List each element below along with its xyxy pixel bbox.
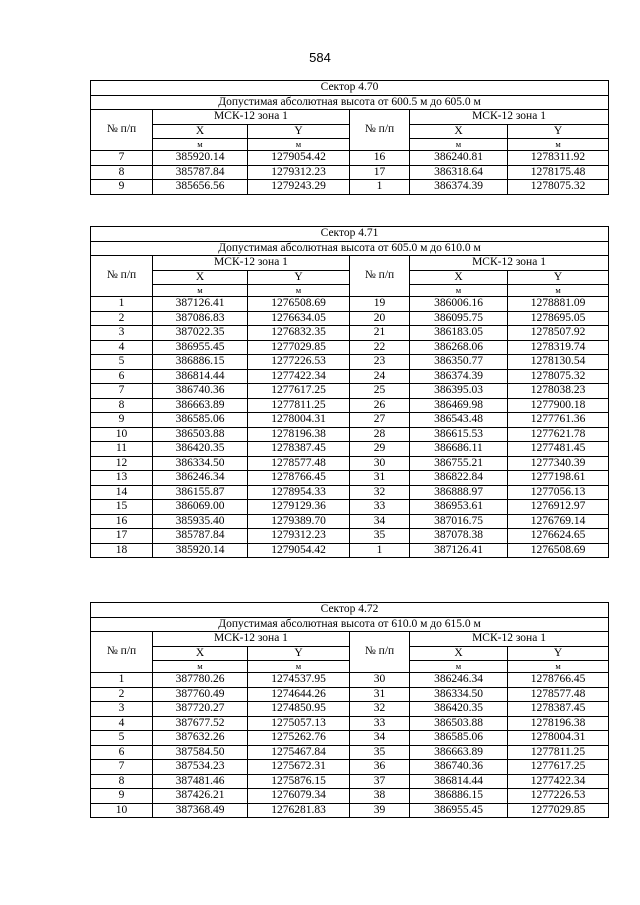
coord-y: 1278130.54 <box>508 355 609 370</box>
coord-x: 387126.41 <box>153 297 248 312</box>
coord-y: 1277226.53 <box>508 789 609 804</box>
coord-x: 385787.84 <box>153 165 248 180</box>
coord-y: 1274850.95 <box>248 702 350 717</box>
point-number: 2 <box>91 687 153 702</box>
col-header-x: X <box>153 270 248 285</box>
coord-y: 1277056.13 <box>508 485 609 500</box>
coord-x: 387368.49 <box>153 803 248 818</box>
point-number: 26 <box>350 398 410 413</box>
point-number: 16 <box>91 514 153 529</box>
sector-table <box>90 226 609 558</box>
coord-x: 387760.49 <box>153 687 248 702</box>
sector-table <box>90 602 609 818</box>
point-number: 9 <box>91 789 153 804</box>
point-number: 5 <box>91 731 153 746</box>
point-number: 19 <box>350 297 410 312</box>
point-number: 1 <box>350 543 410 558</box>
coord-x: 386953.61 <box>410 500 508 515</box>
coord-x: 386069.00 <box>153 500 248 515</box>
table-row <box>91 413 609 428</box>
coord-y: 1277617.25 <box>508 760 609 775</box>
coord-x: 386814.44 <box>153 369 248 384</box>
table-row <box>91 456 609 471</box>
table-row <box>91 529 609 544</box>
coord-x: 386686.11 <box>410 442 508 457</box>
coord-y: 1275467.84 <box>248 745 350 760</box>
point-number: 37 <box>350 774 410 789</box>
coord-y: 1277617.25 <box>248 384 350 399</box>
col-header-np: № п/п <box>350 256 410 297</box>
coord-x: 387426.21 <box>153 789 248 804</box>
coord-y: 1277761.36 <box>508 413 609 428</box>
unit-label: м <box>248 285 350 297</box>
table-row <box>91 326 609 341</box>
point-number: 6 <box>91 745 153 760</box>
coord-y: 1278387.45 <box>508 702 609 717</box>
point-number: 1 <box>91 297 153 312</box>
coord-x: 386955.45 <box>153 340 248 355</box>
unit-label: м <box>153 661 248 673</box>
coord-y: 1278311.92 <box>508 151 609 166</box>
table-row <box>91 789 609 804</box>
col-header-np: № п/п <box>91 110 153 151</box>
col-header-msk: МСК-12 зона 1 <box>410 632 609 647</box>
table-row <box>91 165 609 180</box>
col-header-y: Y <box>248 124 350 139</box>
point-number: 16 <box>350 151 410 166</box>
coord-y: 1278196.38 <box>508 716 609 731</box>
col-header-y: Y <box>508 646 609 661</box>
coord-y: 1279389.70 <box>248 514 350 529</box>
point-number: 10 <box>91 803 153 818</box>
table-row <box>91 731 609 746</box>
point-number: 38 <box>350 789 410 804</box>
coord-x: 386740.36 <box>153 384 248 399</box>
coord-x: 387677.52 <box>153 716 248 731</box>
point-number: 8 <box>91 398 153 413</box>
table-row <box>91 384 609 399</box>
coord-y: 1278954.33 <box>248 485 350 500</box>
coord-y: 1279243.29 <box>248 180 350 195</box>
coord-y: 1279054.42 <box>248 151 350 166</box>
coord-x: 387126.41 <box>410 543 508 558</box>
coord-y: 1277340.39 <box>508 456 609 471</box>
coord-x: 385920.14 <box>153 151 248 166</box>
point-number: 17 <box>350 165 410 180</box>
table-row <box>91 673 609 688</box>
point-number: 33 <box>350 500 410 515</box>
coord-x: 386246.34 <box>153 471 248 486</box>
coord-x: 386663.89 <box>410 745 508 760</box>
point-number: 4 <box>91 340 153 355</box>
coord-y: 1278175.48 <box>508 165 609 180</box>
coord-y: 1278196.38 <box>248 427 350 442</box>
sector-table <box>90 80 609 195</box>
point-number: 8 <box>91 165 153 180</box>
unit-label: м <box>153 285 248 297</box>
col-header-y: Y <box>248 270 350 285</box>
coord-y: 1277029.85 <box>508 803 609 818</box>
col-header-x: X <box>410 270 508 285</box>
coord-y: 1278075.32 <box>508 369 609 384</box>
coord-y: 1277422.34 <box>508 774 609 789</box>
point-number: 6 <box>91 369 153 384</box>
point-number: 7 <box>91 384 153 399</box>
coord-x: 386615.53 <box>410 427 508 442</box>
coord-x: 387481.46 <box>153 774 248 789</box>
coord-y: 1276769.14 <box>508 514 609 529</box>
point-number: 28 <box>350 427 410 442</box>
coord-x: 387534.23 <box>153 760 248 775</box>
point-number: 34 <box>350 514 410 529</box>
unit-label: м <box>153 139 248 151</box>
coord-x: 386822.84 <box>410 471 508 486</box>
coord-y: 1275672.31 <box>248 760 350 775</box>
coord-x: 386814.44 <box>410 774 508 789</box>
point-number: 35 <box>350 745 410 760</box>
table-row <box>91 427 609 442</box>
coord-x: 385787.84 <box>153 529 248 544</box>
point-number: 7 <box>91 151 153 166</box>
col-header-np: № п/п <box>350 632 410 673</box>
point-number: 35 <box>350 529 410 544</box>
point-number: 15 <box>91 500 153 515</box>
coord-y: 1278038.23 <box>508 384 609 399</box>
coord-y: 1277900.18 <box>508 398 609 413</box>
table-row <box>91 311 609 326</box>
coord-y: 1277422.34 <box>248 369 350 384</box>
coord-x: 386334.50 <box>410 687 508 702</box>
coord-y: 1277811.25 <box>508 745 609 760</box>
coord-x: 386374.39 <box>410 180 508 195</box>
unit-label: м <box>410 661 508 673</box>
point-number: 9 <box>91 413 153 428</box>
col-header-x: X <box>153 646 248 661</box>
coord-y: 1278695.05 <box>508 311 609 326</box>
col-header-msk: МСК-12 зона 1 <box>410 110 609 125</box>
sector-subtitle: Допустимая абсолютная высота от 610.0 м до 615.0 м <box>91 617 609 632</box>
coord-x: 386888.97 <box>410 485 508 500</box>
coord-y: 1277226.53 <box>248 355 350 370</box>
coord-y: 1278577.48 <box>508 687 609 702</box>
point-number: 20 <box>350 311 410 326</box>
coord-y: 1277198.61 <box>508 471 609 486</box>
point-number: 2 <box>91 311 153 326</box>
point-number: 29 <box>350 442 410 457</box>
coord-y: 1276281.83 <box>248 803 350 818</box>
coord-y: 1278766.45 <box>248 471 350 486</box>
unit-label: м <box>508 285 609 297</box>
coord-x: 387632.26 <box>153 731 248 746</box>
coord-x: 387584.50 <box>153 745 248 760</box>
point-number: 22 <box>350 340 410 355</box>
point-number: 10 <box>91 427 153 442</box>
table-row <box>91 745 609 760</box>
coord-y: 1276634.05 <box>248 311 350 326</box>
point-number: 30 <box>350 673 410 688</box>
coord-y: 1277621.78 <box>508 427 609 442</box>
point-number: 3 <box>91 326 153 341</box>
coord-y: 1276508.69 <box>508 543 609 558</box>
point-number: 36 <box>350 760 410 775</box>
coord-x: 385656.56 <box>153 180 248 195</box>
coord-x: 387720.27 <box>153 702 248 717</box>
coord-x: 386268.06 <box>410 340 508 355</box>
coord-y: 1274537.95 <box>248 673 350 688</box>
coord-x: 386543.48 <box>410 413 508 428</box>
table-row <box>91 297 609 312</box>
point-number: 34 <box>350 731 410 746</box>
point-number: 39 <box>350 803 410 818</box>
coord-x: 386420.35 <box>153 442 248 457</box>
coord-y: 1279129.36 <box>248 500 350 515</box>
unit-label: м <box>410 139 508 151</box>
coord-y: 1276832.35 <box>248 326 350 341</box>
table-row <box>91 500 609 515</box>
col-header-y: Y <box>508 124 609 139</box>
coord-x: 386155.87 <box>153 485 248 500</box>
coord-y: 1278387.45 <box>248 442 350 457</box>
coord-x: 386350.77 <box>410 355 508 370</box>
coord-x: 386095.75 <box>410 311 508 326</box>
coord-x: 386420.35 <box>410 702 508 717</box>
table-row <box>91 543 609 558</box>
point-number: 21 <box>350 326 410 341</box>
table-row <box>91 803 609 818</box>
col-header-msk: МСК-12 зона 1 <box>153 110 350 125</box>
coord-x: 386585.06 <box>410 731 508 746</box>
point-number: 31 <box>350 471 410 486</box>
coord-x: 386240.81 <box>410 151 508 166</box>
coord-y: 1274644.26 <box>248 687 350 702</box>
table-row <box>91 702 609 717</box>
point-number: 24 <box>350 369 410 384</box>
coord-y: 1279312.23 <box>248 165 350 180</box>
page-number: 584 <box>309 50 331 65</box>
table-row <box>91 471 609 486</box>
coord-x: 386395.03 <box>410 384 508 399</box>
col-header-x: X <box>153 124 248 139</box>
table-row <box>91 180 609 195</box>
table-row <box>91 340 609 355</box>
coord-y: 1278004.31 <box>508 731 609 746</box>
coord-x: 386755.21 <box>410 456 508 471</box>
coord-y: 1276912.97 <box>508 500 609 515</box>
coord-y: 1278881.09 <box>508 297 609 312</box>
coord-y: 1277481.45 <box>508 442 609 457</box>
coord-y: 1278766.45 <box>508 673 609 688</box>
point-number: 32 <box>350 485 410 500</box>
table-row <box>91 687 609 702</box>
coord-x: 386334.50 <box>153 456 248 471</box>
sector-title: Сектор 4.70 <box>91 81 609 96</box>
coord-y: 1279312.23 <box>248 529 350 544</box>
col-header-x: X <box>410 124 508 139</box>
coord-x: 387016.75 <box>410 514 508 529</box>
coord-x: 387780.26 <box>153 673 248 688</box>
point-number: 1 <box>91 673 153 688</box>
coord-x: 386374.39 <box>410 369 508 384</box>
coord-x: 386469.98 <box>410 398 508 413</box>
unit-label: м <box>508 661 609 673</box>
unit-label: м <box>248 139 350 151</box>
point-number: 18 <box>91 543 153 558</box>
coord-x: 387086.83 <box>153 311 248 326</box>
point-number: 25 <box>350 384 410 399</box>
table-row <box>91 485 609 500</box>
coord-x: 387078.38 <box>410 529 508 544</box>
col-header-y: Y <box>508 270 609 285</box>
coord-y: 1277029.85 <box>248 340 350 355</box>
table-row <box>91 442 609 457</box>
col-header-y: Y <box>248 646 350 661</box>
point-number: 9 <box>91 180 153 195</box>
coord-x: 386246.34 <box>410 673 508 688</box>
coord-y: 1278004.31 <box>248 413 350 428</box>
coord-y: 1278075.32 <box>508 180 609 195</box>
coord-x: 387022.35 <box>153 326 248 341</box>
col-header-np: № п/п <box>91 256 153 297</box>
point-number: 27 <box>350 413 410 428</box>
coord-x: 386585.06 <box>153 413 248 428</box>
col-header-msk: МСК-12 зона 1 <box>410 256 609 271</box>
table-row <box>91 760 609 775</box>
point-number: 4 <box>91 716 153 731</box>
col-header-x: X <box>410 646 508 661</box>
point-number: 8 <box>91 774 153 789</box>
coord-x: 386318.64 <box>410 165 508 180</box>
point-number: 30 <box>350 456 410 471</box>
unit-label: м <box>508 139 609 151</box>
coord-x: 386006.16 <box>410 297 508 312</box>
point-number: 11 <box>91 442 153 457</box>
point-number: 1 <box>350 180 410 195</box>
coord-y: 1277811.25 <box>248 398 350 413</box>
point-number: 33 <box>350 716 410 731</box>
point-number: 14 <box>91 485 153 500</box>
unit-label: м <box>248 661 350 673</box>
coord-x: 386886.15 <box>153 355 248 370</box>
sector-title: Сектор 4.72 <box>91 603 609 618</box>
coord-x: 385920.14 <box>153 543 248 558</box>
coord-y: 1276079.34 <box>248 789 350 804</box>
point-number: 17 <box>91 529 153 544</box>
coord-y: 1275262.76 <box>248 731 350 746</box>
coord-y: 1278577.48 <box>248 456 350 471</box>
point-number: 3 <box>91 702 153 717</box>
point-number: 23 <box>350 355 410 370</box>
sector-title: Сектор 4.71 <box>91 227 609 242</box>
point-number: 12 <box>91 456 153 471</box>
table-row <box>91 355 609 370</box>
coord-y: 1276624.65 <box>508 529 609 544</box>
table-row <box>91 398 609 413</box>
coord-y: 1275057.13 <box>248 716 350 731</box>
col-header-np: № п/п <box>350 110 410 151</box>
coord-y: 1275876.15 <box>248 774 350 789</box>
coord-y: 1279054.42 <box>248 543 350 558</box>
point-number: 5 <box>91 355 153 370</box>
coord-y: 1276508.69 <box>248 297 350 312</box>
table-row <box>91 151 609 166</box>
point-number: 7 <box>91 760 153 775</box>
table-row <box>91 514 609 529</box>
table-row <box>91 774 609 789</box>
coord-x: 386503.88 <box>410 716 508 731</box>
point-number: 13 <box>91 471 153 486</box>
coord-x: 386503.88 <box>153 427 248 442</box>
coord-x: 385935.40 <box>153 514 248 529</box>
table-row <box>91 369 609 384</box>
col-header-msk: МСК-12 зона 1 <box>153 632 350 647</box>
sector-subtitle: Допустимая абсолютная высота от 600.5 м до 605.0 м <box>91 95 609 110</box>
point-number: 32 <box>350 702 410 717</box>
table-row <box>91 716 609 731</box>
coord-x: 386886.15 <box>410 789 508 804</box>
point-number: 31 <box>350 687 410 702</box>
coord-x: 386663.89 <box>153 398 248 413</box>
coord-y: 1278507.92 <box>508 326 609 341</box>
coord-y: 1278319.74 <box>508 340 609 355</box>
coord-x: 386183.05 <box>410 326 508 341</box>
sector-subtitle: Допустимая абсолютная высота от 605.0 м до 610.0 м <box>91 241 609 256</box>
coord-x: 386740.36 <box>410 760 508 775</box>
coord-x: 386955.45 <box>410 803 508 818</box>
col-header-np: № п/п <box>91 632 153 673</box>
col-header-msk: МСК-12 зона 1 <box>153 256 350 271</box>
unit-label: м <box>410 285 508 297</box>
